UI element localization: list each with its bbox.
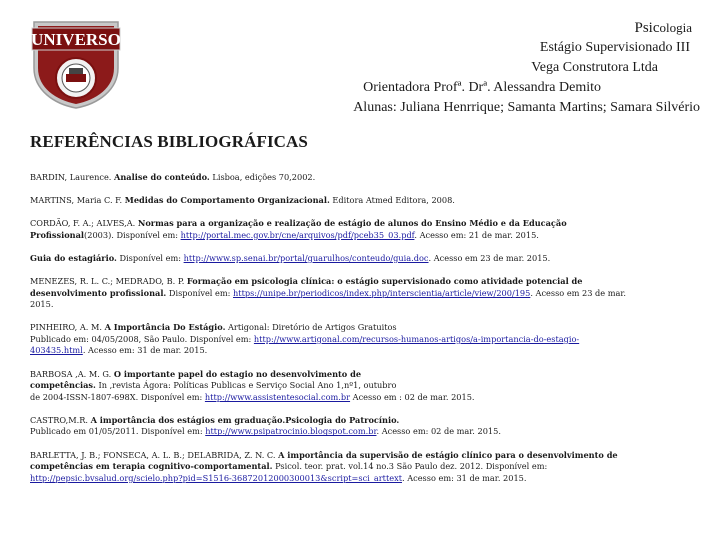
ref-link[interactable]: http://www.sp.senai.br/portal/guarulhos/conteudo/guia.doc <box>183 252 429 263</box>
ref-text: Artigonal: Diretório de Artigos Gratuitos <box>225 322 397 333</box>
ref-title: A Importância Do Estágio. <box>104 322 226 333</box>
reference-item <box>30 322 710 357</box>
reference-item <box>30 195 710 207</box>
ref-text: MARTINS, Maria C. F. <box>30 195 125 206</box>
ref-title: competências. <box>30 380 96 391</box>
reference-item <box>30 369 710 404</box>
reference-item <box>30 253 710 265</box>
ref-title: Guia do estagiário. <box>30 252 117 263</box>
ref-text: Lisboa, edições 70,2002. <box>209 172 316 182</box>
ref-text: . Acesso em 23 de mar. 2015. <box>428 252 551 263</box>
ref-title: A importância dos estágios em graduação.Psicologia do Patrocínio. <box>90 414 400 425</box>
reference-item <box>30 218 710 241</box>
ref-text: MENEZES, R. L. C.; MEDRADO, B. P. <box>30 275 187 286</box>
ref-text: Disponível em: <box>116 252 184 263</box>
reference-item <box>30 415 710 438</box>
ref-text: BARBOSA ,A. M. G. <box>30 368 114 379</box>
header-line-students: Alunas: Juliana Henrrique; Samanta Martins; Samara Silvério <box>353 100 700 115</box>
header-line-internship: Estágio Supervisionado III <box>539 40 690 55</box>
ref-text: Editora Atmed Editora, 2008. <box>329 195 455 206</box>
logo-text: UNIVERSO <box>31 30 121 49</box>
ref-title: O importante papel do estagio no desenvolvimento de <box>113 368 362 379</box>
course-title-suffix: ologia <box>659 20 692 35</box>
ref-text: BARLETTA, J. B.; FONSECA, A. L. B.; DELABRIDA, Z. N. C. <box>30 449 279 460</box>
section-title: REFERÊNCIAS BIBLIOGRÁFICAS <box>30 132 308 151</box>
reference-item <box>30 172 710 184</box>
ref-text: 2015. <box>30 299 54 310</box>
ref-title: Analise do conteúdo. <box>114 172 210 182</box>
ref-text: Psicol. teor. prat. vol.14 no.3 São Paulo dez. 2012. Disponível em: <box>272 461 548 472</box>
ref-link[interactable]: http://portal.mec.gov.br/cne/arquivos/pdf/pceb35_03.pdf <box>180 229 415 240</box>
ref-title: desenvolvimento profissional. <box>30 287 167 298</box>
ref-title: Normas para a organização e realização de estágio de alunos do Ensino Médio e da Educação <box>137 218 567 229</box>
ref-title: Medidas do Comportamento Organizacional. <box>124 195 330 206</box>
reference-item <box>30 450 710 485</box>
ref-link[interactable]: http://www.psipatrocinio.blogspot.com.br <box>205 426 377 437</box>
reference-item <box>30 276 710 311</box>
ref-text: CORDÃO, F. A.; ALVES,A. <box>30 218 138 229</box>
reference-list <box>30 172 710 496</box>
ref-text: CASTRO,M.R. <box>30 414 91 425</box>
ref-text: . Acesso em 23 de mar. <box>530 287 627 298</box>
ref-text: de 2004-ISSN-1807-698X. Disponível em: <box>30 391 205 402</box>
ref-link[interactable]: https://unipe.br/periodicos/index.php/interscientia/article/view/200/195 <box>233 287 531 298</box>
header-line-advisor: Orientadora Profª. Drª. Alessandra Demito <box>363 80 601 95</box>
ref-text: . Acesso em: 31 de mar. 2015. <box>402 472 527 483</box>
document-header <box>150 18 700 118</box>
ref-text: . Acesso em: 02 de mar. 2015. <box>376 426 501 437</box>
ref-text: (2003). Disponível em: <box>84 229 181 240</box>
ref-title: Formação em psicologia clínica: o estágio supervisionado como atividade potencial de <box>186 275 583 286</box>
ref-text: Acesso em : 02 de mar. 2015. <box>350 391 475 402</box>
ref-text: . Acesso em: 21 de mar. 2015. <box>414 229 539 240</box>
ref-link[interactable]: 403435.html <box>30 345 83 356</box>
header-line-company: Vega Construtora Ltda <box>531 60 658 75</box>
ref-text: PINHEIRO, A. M. <box>30 322 105 333</box>
ref-title: A importância da supervisão de estágio clínico para o desenvolvimento de <box>278 449 618 460</box>
ref-text: In ,revista Ágora: Políticas Publicas e Serviço Social Ano 1,nº1, outubro <box>95 380 397 391</box>
ref-title: competências em terapia cognitivo-comportamental. <box>30 461 273 472</box>
course-title <box>150 18 700 38</box>
ref-text: Publicado em: 04/05/2008, São Paulo. Disponível em: <box>30 333 254 344</box>
ref-link[interactable]: http://www.assistentesocial.com.br <box>204 391 351 402</box>
ref-link[interactable]: http://www.artigonal.com/recursos-humanos-artigos/a-importancia-do-estagio- <box>253 333 580 344</box>
ref-link[interactable]: http://pepsic.bvsalud.org/scielo.php?pid=S1516-36872012000300013&script=sci_arttext <box>30 472 402 483</box>
ref-text: . Acesso em: 31 de mar. 2015. <box>82 345 208 356</box>
universo-logo <box>30 18 122 110</box>
ref-text: BARDIN, Laurence. <box>30 172 114 182</box>
ref-text: Disponível em: <box>166 287 233 298</box>
ref-title: Profissional <box>30 229 85 240</box>
course-title-prefix: Psic <box>634 20 660 36</box>
ref-text: Publicado em 01/05/2011. Disponível em: <box>30 426 206 437</box>
